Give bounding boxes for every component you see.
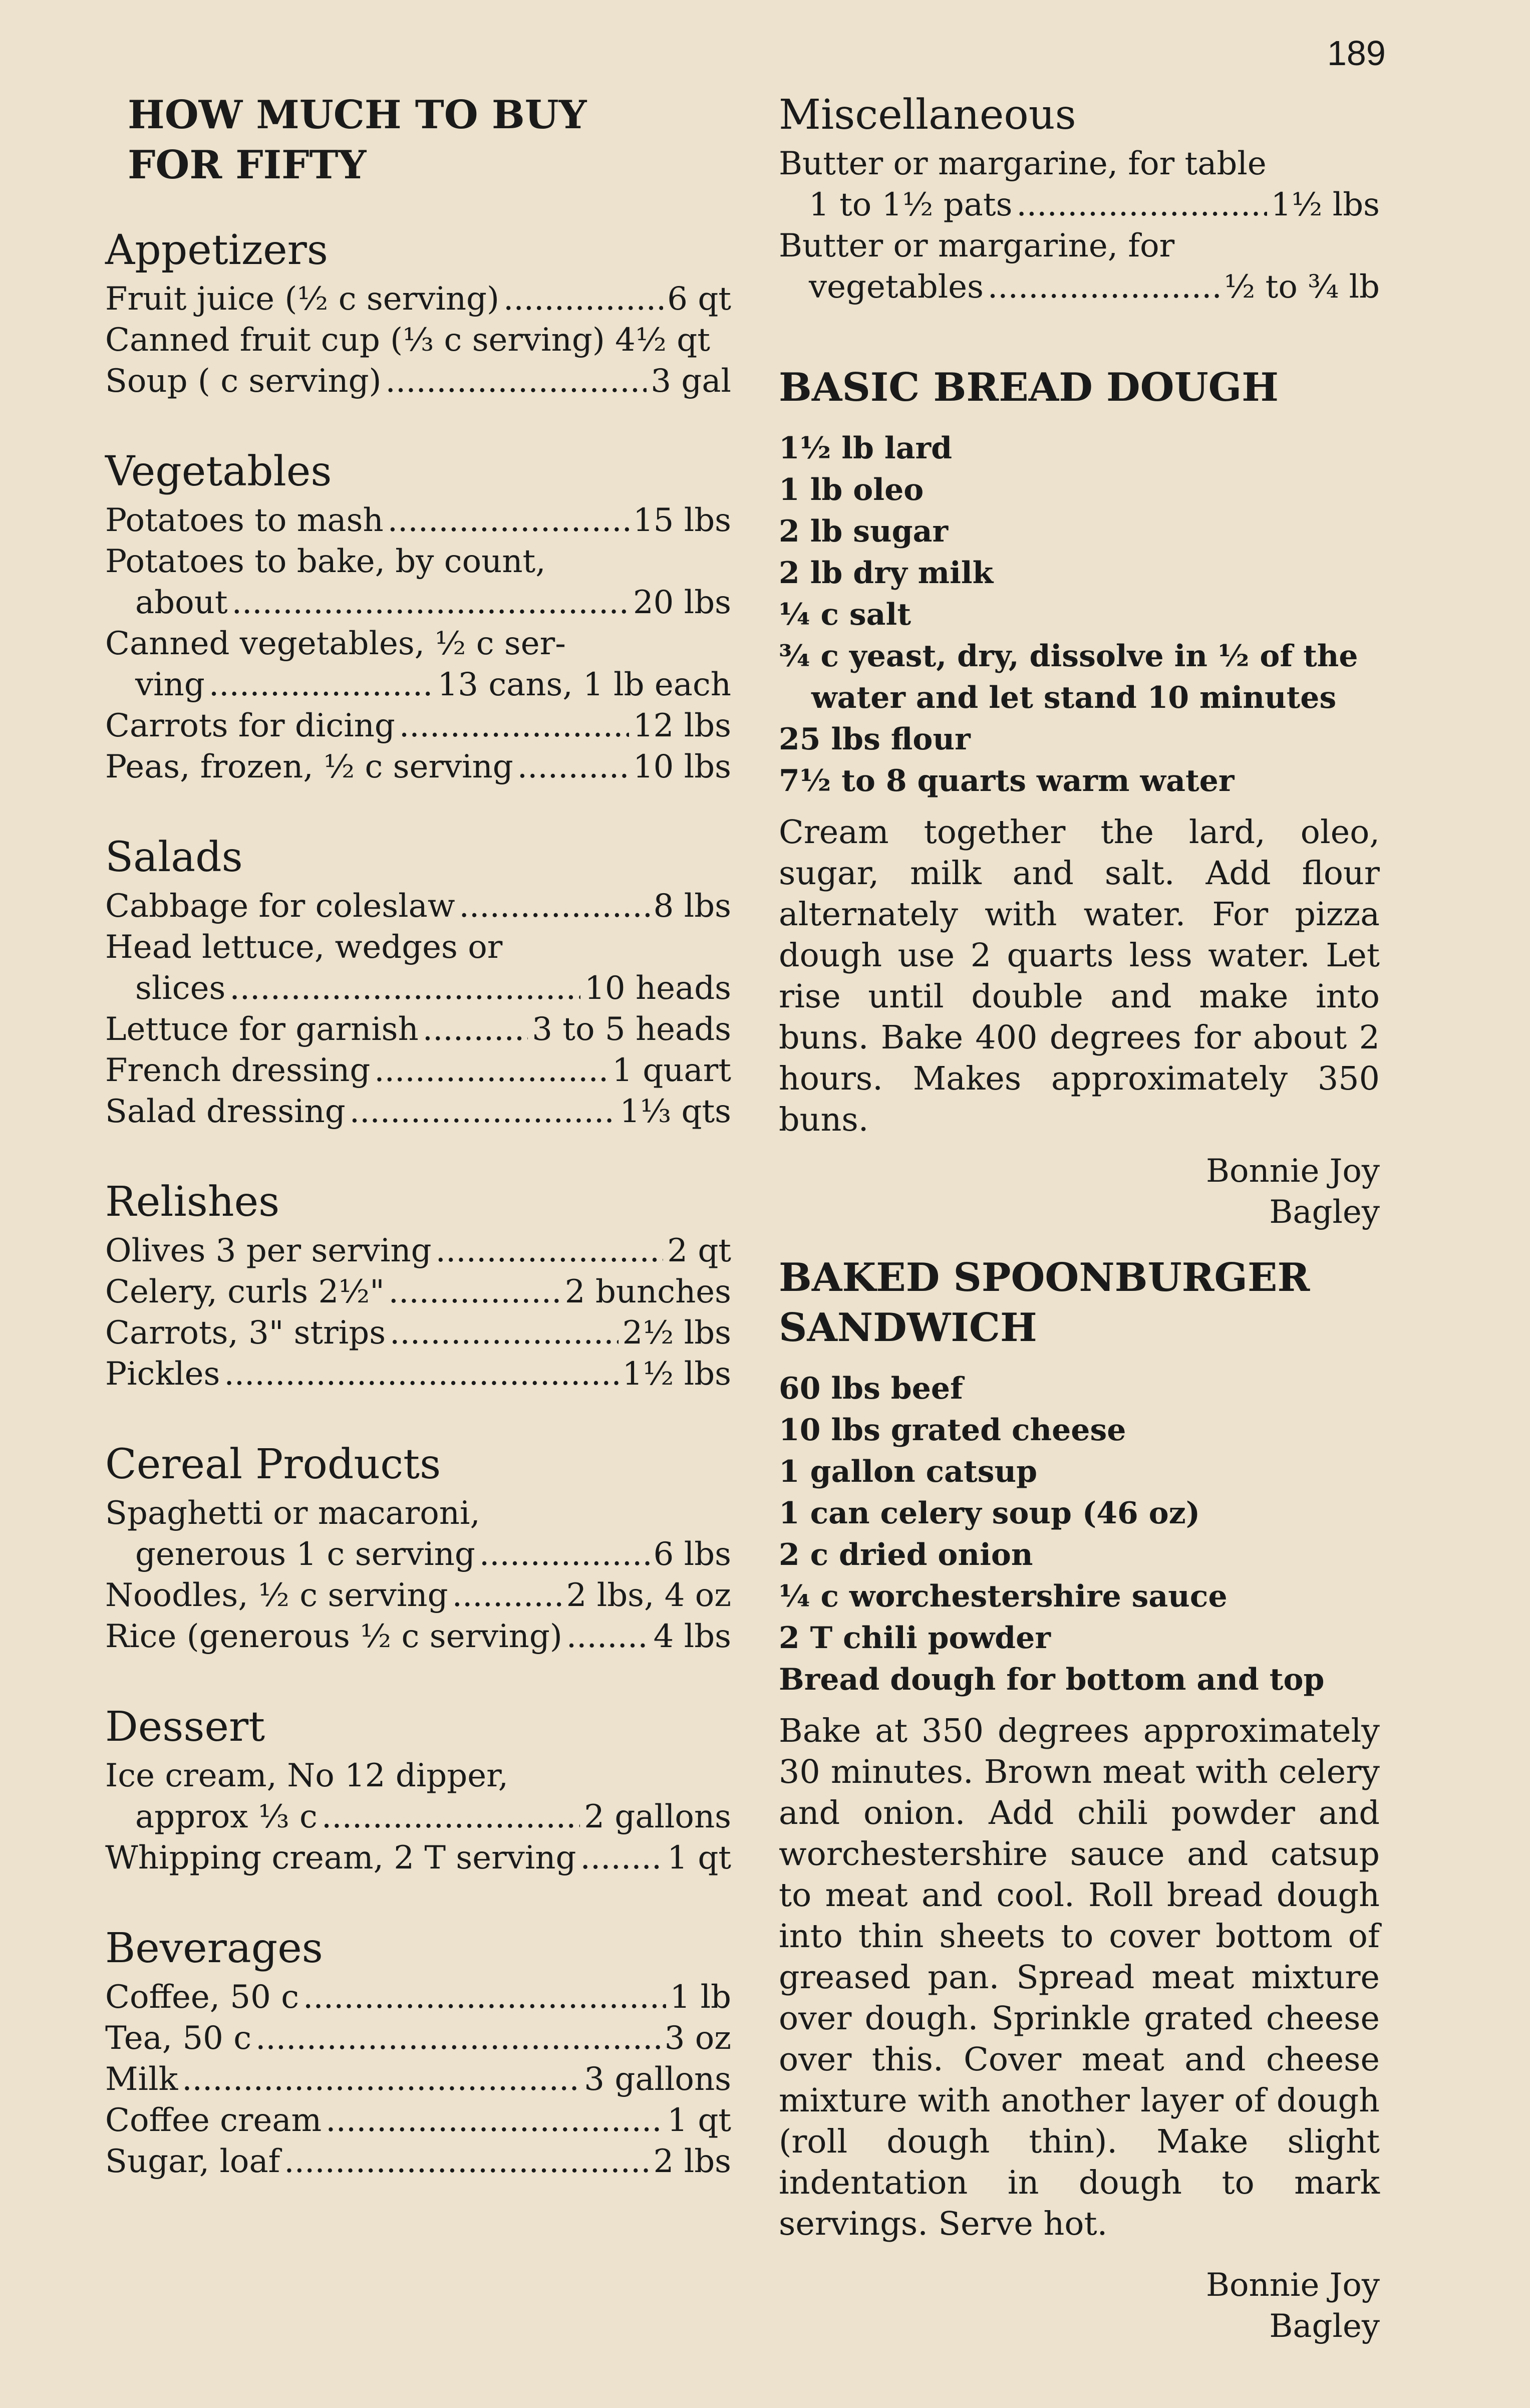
list-item	[105, 500, 731, 541]
title-line-2: FOR FIFTY	[128, 142, 367, 188]
item-label: 1 to 1½ pats	[809, 186, 1013, 223]
list-item	[105, 1837, 731, 1879]
recipe-baked-spoonburger	[779, 1253, 1380, 2347]
item-amount: 3 gal	[651, 363, 731, 400]
list-item	[105, 1755, 731, 1837]
ingredient: ¼ c worchestershire sauce	[779, 1579, 1228, 1614]
recipe-title	[779, 1253, 1380, 1353]
item-label: French dressing	[105, 1052, 371, 1089]
quantity-sections	[105, 225, 731, 2182]
item-row	[105, 1616, 731, 1657]
item-amount: 1½ lbs	[622, 1356, 731, 1393]
list-item	[105, 320, 731, 361]
category-section	[105, 1177, 731, 1395]
title-line-1: HOW MUCH TO BUY	[128, 92, 587, 138]
buy-for-fifty-column	[105, 90, 731, 2227]
item-label-first-line: Butter or margarine, for	[779, 227, 1175, 264]
list-item	[105, 1271, 731, 1312]
item-row	[105, 1575, 731, 1616]
ingredient: 2 lb sugar	[779, 514, 949, 549]
author-line-2: Bagley	[1269, 2308, 1380, 2345]
item-amount: 15 lbs	[633, 502, 731, 539]
ingredient: 1 can celery soup (46 oz)	[779, 1496, 1200, 1531]
dot-leader	[988, 266, 1220, 308]
category-heading: Beverages	[105, 1925, 323, 1972]
recipe-directions: Bake at 350 degrees approximately 30 minutes. Brown meat with celery and onion. Add chili powder and worchestershire sauce and catsup to meat and cool. Roll bread dough into thin sheets to cover bottom of greased pan. Spread meat mixture over dough. Sprinkle grated cheese over this. Cover meat and cheese mixture with another layer of dough (roll dough thin). Make slight indentation in dough to mark servings. Serve hot.	[779, 1712, 1380, 2243]
item-label: Carrots, 3" strips	[105, 1314, 386, 1352]
dot-leader	[399, 705, 629, 746]
item-amount: 10 lbs	[633, 748, 731, 785]
dot-leader	[209, 664, 434, 705]
item-amount: 3 oz	[664, 2020, 731, 2057]
item-label: Coffee cream	[105, 2102, 322, 2139]
item-row	[105, 1009, 731, 1050]
dot-leader	[436, 1230, 664, 1271]
item-row	[105, 361, 731, 402]
list-item	[105, 886, 731, 927]
item-row	[779, 266, 1380, 308]
item-amount: 4 lbs	[653, 1618, 731, 1655]
list-item	[105, 623, 731, 705]
list-item	[105, 1616, 731, 1657]
dot-leader	[423, 1009, 528, 1050]
ingredient: 1½ lb lard	[779, 431, 953, 466]
item-row	[105, 1271, 731, 1312]
item-label: Sugar, loaf	[105, 2143, 280, 2180]
item-amount: 1 quart	[612, 1052, 731, 1089]
item-amount: 6 qt	[667, 281, 731, 318]
ingredient: 1 gallon catsup	[779, 1454, 1038, 1489]
recipes-column	[779, 90, 1380, 2347]
list-item	[105, 541, 731, 623]
item-row	[105, 746, 731, 787]
ingredient: 2 lb dry milk	[779, 556, 994, 591]
item-label: Lettuce for garnish	[105, 1011, 419, 1048]
list-item	[105, 1009, 731, 1050]
item-amount: 1⅓ qts	[620, 1093, 731, 1130]
page-number: 189	[1327, 34, 1386, 73]
ingredient: 7½ to 8 quarts warm water	[779, 763, 1235, 798]
item-label: Carrots for dicing	[105, 707, 395, 744]
dot-leader	[389, 1271, 561, 1312]
item-row	[105, 500, 731, 541]
list-item	[105, 2141, 731, 2182]
item-label: Cabbage for coleslaw	[105, 888, 455, 925]
item-row	[105, 1050, 731, 1091]
list-item	[105, 2018, 731, 2059]
item-label-first-line: Ice cream, No 12 dipper,	[105, 1757, 508, 1794]
item-row	[105, 1091, 731, 1132]
item-row	[105, 1354, 731, 1395]
dot-leader	[459, 886, 650, 927]
item-amount: 12 lbs	[633, 707, 731, 744]
page-title	[105, 90, 731, 190]
category-heading: Relishes	[105, 1178, 280, 1226]
dot-leader	[229, 968, 580, 1009]
item-label-first-line: Potatoes to bake, by count,	[105, 543, 546, 580]
item-amount: 2 qt	[667, 1232, 731, 1269]
item-label: Rice (generous ½ c serving)	[105, 1618, 562, 1655]
item-amount: ½ to ¾ lb	[1224, 269, 1380, 306]
list-item	[105, 1493, 731, 1575]
dot-leader	[390, 1312, 619, 1354]
item-label-first-line: Head lettuce, wedges or	[105, 929, 503, 966]
item-amount: 2 gallons	[584, 1798, 731, 1835]
ingredient: 10 lbs grated cheese	[779, 1413, 1126, 1448]
ingredient: 2 c dried onion	[779, 1537, 1033, 1572]
category-section	[105, 1702, 731, 1879]
category-heading: Dessert	[105, 1703, 265, 1751]
item-amount: 8 lbs	[653, 888, 731, 925]
list-item	[105, 361, 731, 402]
category-section	[105, 447, 731, 787]
dot-leader	[326, 2100, 663, 2141]
item-label: Soup ( c serving)	[105, 363, 382, 400]
item-row	[105, 279, 731, 320]
item-label: Potatoes to mash	[105, 502, 384, 539]
item-label: Whipping cream, 2 T serving	[105, 1839, 576, 1877]
item-label: Pickles	[105, 1356, 220, 1393]
dot-leader	[255, 2018, 661, 2059]
item-amount: 1 qt	[667, 2102, 731, 2139]
item-amount: 3 to 5 heads	[532, 1011, 731, 1048]
item-row	[105, 2100, 731, 2141]
recipe-author	[779, 1151, 1380, 1233]
list-item	[105, 1977, 731, 2018]
dot-leader	[580, 1837, 663, 1879]
item-label: Olives 3 per serving	[105, 1232, 432, 1269]
ingredient-list	[779, 428, 1380, 802]
author-line-1: Bonnie Joy	[1205, 2267, 1380, 2304]
item-label-first-line: Spaghetti or macaroni,	[105, 1495, 480, 1532]
list-item	[105, 2100, 731, 2141]
item-label: Fruit juice (½ c serving)	[105, 281, 499, 318]
item-row	[105, 968, 731, 1009]
item-amount: 1 qt	[667, 1839, 731, 1877]
dot-leader	[224, 1354, 618, 1395]
item-amount: 2 bunches	[564, 1273, 731, 1310]
ingredient: 25 lbs flour	[779, 722, 971, 757]
ingredient: 1 lb oleo	[779, 472, 924, 507]
recipe-title: BASIC BREAD DOUGH	[779, 365, 1279, 410]
misc-items	[779, 143, 1380, 308]
dot-leader	[479, 1534, 650, 1575]
ingredient-list	[779, 1368, 1380, 1701]
dot-leader	[374, 1050, 608, 1091]
category-heading: Salads	[105, 834, 243, 881]
list-item	[105, 1312, 731, 1354]
dot-leader	[452, 1575, 562, 1616]
item-label: ving	[135, 666, 205, 703]
dot-leader	[284, 2141, 649, 2182]
dot-leader	[566, 1616, 650, 1657]
misc-section	[779, 90, 1380, 308]
category-heading: Cereal Products	[105, 1441, 441, 1488]
item-label: Peas, frozen, ½ c serving	[105, 748, 513, 785]
item-amount: 2 lbs, 4 oz	[566, 1577, 731, 1614]
recipe-directions: Cream together the lard, oleo, sugar, milk and salt. Add flour alternately with water. For pizza dough use 2 quarts less water. Let rise until double and make into buns. Bake 400 degrees for about 2 hours. Makes approximately 350 buns.	[779, 814, 1380, 1139]
item-label: approx ⅓ c	[135, 1798, 318, 1835]
dot-leader	[322, 1796, 580, 1837]
item-row	[105, 886, 731, 927]
ingredient: 2 T chili powder	[779, 1621, 1051, 1656]
item-row	[105, 320, 731, 361]
dot-leader	[303, 1977, 666, 2018]
item-label-first-line: Canned vegetables, ½ c ser-	[105, 625, 566, 662]
item-label: generous 1 c serving	[135, 1536, 475, 1573]
item-row	[105, 1837, 731, 1879]
recipe-author	[779, 2265, 1380, 2347]
list-item	[105, 1091, 731, 1132]
dot-leader	[386, 361, 647, 402]
dot-leader	[1016, 184, 1267, 225]
category-section	[105, 833, 731, 1132]
item-row	[105, 2018, 731, 2059]
item-label: about	[135, 584, 228, 621]
item-row	[105, 582, 731, 623]
item-label: Milk	[105, 2061, 178, 2098]
recipe-title-line-1: BAKED SPOONBURGER	[779, 1255, 1310, 1300]
item-row	[105, 2141, 731, 2182]
list-item	[105, 705, 731, 746]
item-row	[105, 705, 731, 746]
item-amount: 10 heads	[584, 970, 731, 1007]
item-row	[105, 1230, 731, 1271]
item-row	[105, 1534, 731, 1575]
item-row	[105, 1312, 731, 1354]
item-label: slices	[135, 970, 226, 1007]
author-line-2: Bagley	[1269, 1194, 1380, 1231]
dot-leader	[503, 279, 663, 320]
category-section	[105, 225, 731, 402]
category-heading: Vegetables	[105, 448, 332, 495]
item-amount: 2½ lbs	[622, 1314, 731, 1352]
item-label: Celery, curls 2½"	[105, 1273, 385, 1310]
list-item	[105, 927, 731, 1009]
item-amount: 3 gallons	[584, 2061, 731, 2098]
item-label: Coffee, 50 c	[105, 1979, 299, 2016]
item-amount: 2 lbs	[653, 2143, 731, 2180]
list-item	[105, 1354, 731, 1395]
item-label-first-line: Butter or margarine, for table	[779, 145, 1267, 182]
ingredient: ¼ c salt	[779, 597, 911, 632]
recipe-basic-bread-dough	[779, 363, 1380, 1233]
item-row	[779, 184, 1380, 225]
item-amount: 13 cans, 1 lb each	[437, 666, 731, 703]
dot-leader	[182, 2059, 580, 2100]
item-amount: 1½ lbs	[1271, 186, 1380, 223]
item-row	[105, 2059, 731, 2100]
item-label: Salad dressing	[105, 1093, 346, 1130]
list-item	[105, 1050, 731, 1091]
author-line-1: Bonnie Joy	[1205, 1153, 1380, 1190]
ingredient: Bread dough for bottom and top	[779, 1662, 1325, 1697]
list-item	[105, 2059, 731, 2100]
ingredient: 60 lbs beef	[779, 1371, 963, 1406]
misc-heading: Miscellaneous	[779, 91, 1076, 139]
category-heading: Appetizers	[105, 226, 328, 274]
dot-leader	[388, 500, 629, 541]
item-label: Tea, 50 c	[105, 2020, 252, 2057]
item-amount: 1 lb	[670, 1979, 731, 2016]
list-item	[105, 1230, 731, 1271]
list-item	[779, 143, 1380, 225]
item-amount: 6 lbs	[653, 1536, 731, 1573]
list-item	[105, 1575, 731, 1616]
dot-leader	[232, 582, 629, 623]
item-label: Noodles, ½ c serving	[105, 1577, 448, 1614]
list-item	[779, 225, 1380, 308]
list-item	[105, 279, 731, 320]
category-section	[105, 1924, 731, 2182]
category-section	[105, 1440, 731, 1657]
item-label: Canned fruit cup (⅓ c serving) 4½ qt	[105, 322, 710, 359]
item-amount: 20 lbs	[633, 584, 731, 621]
item-row	[105, 1977, 731, 2018]
dot-leader	[517, 746, 629, 787]
item-label: vegetables	[809, 269, 984, 306]
item-row	[105, 664, 731, 705]
recipe-title-line-2: SANDWICH	[779, 1305, 1037, 1351]
list-item	[105, 746, 731, 787]
item-row	[105, 1796, 731, 1837]
dot-leader	[350, 1091, 616, 1132]
ingredient: ¾ c yeast, dry, dissolve in ½ of the water and let stand 10 minutes	[779, 639, 1358, 715]
